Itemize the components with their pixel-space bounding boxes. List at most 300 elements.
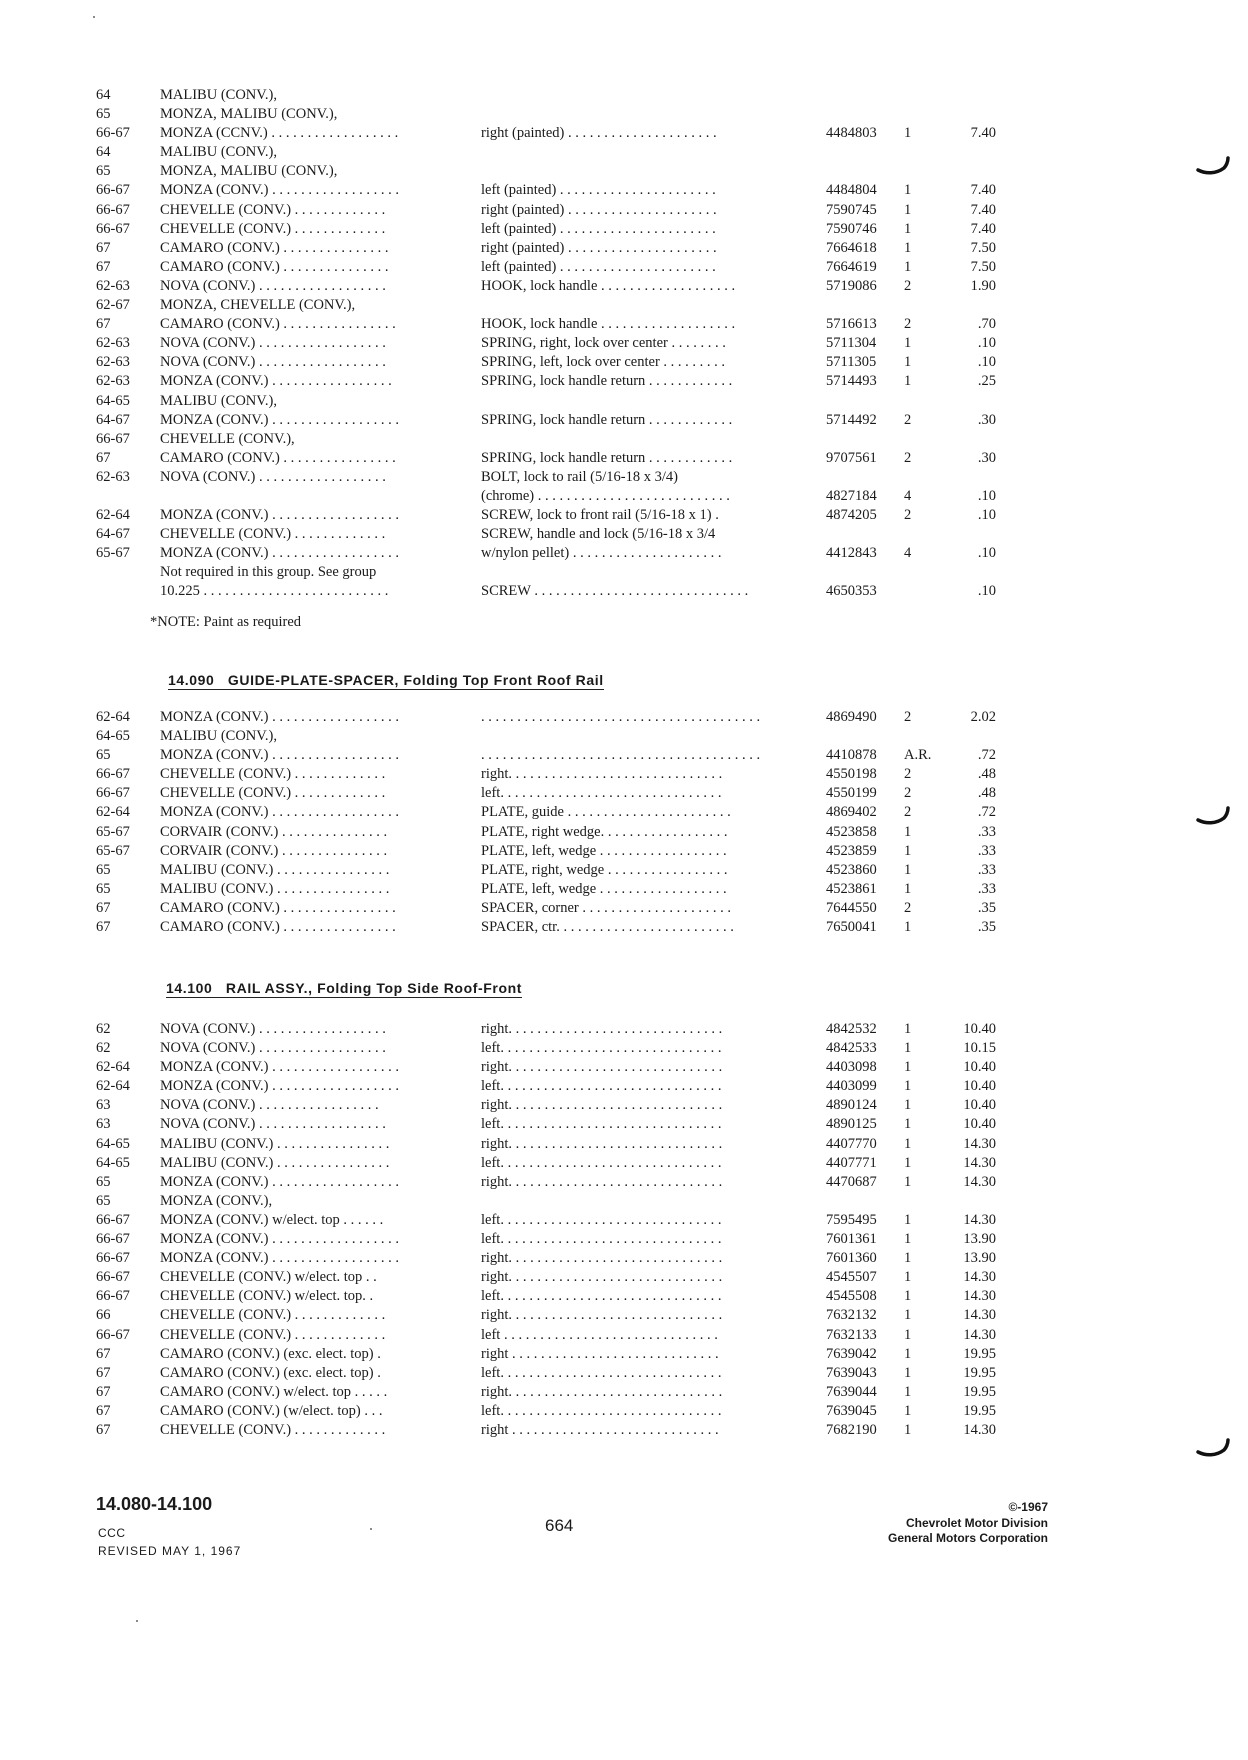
quantity-cell: 1 (904, 823, 912, 840)
years-cell: 67 (96, 919, 111, 936)
model-cell: MALIBU (CONV.), (160, 144, 277, 161)
description-cell: PLATE, right, wedge . . . . . . . . . . . . . . . . . (481, 861, 728, 878)
check-mark-icon (1196, 806, 1230, 830)
years-cell: 67 (96, 239, 111, 256)
years-cell: 66-67 (96, 220, 130, 237)
part-number-cell: 7639042 (826, 1345, 877, 1362)
description-cell: SPRING, lock handle return . . . . . . . . . . . . (481, 411, 733, 428)
part-number-cell: 4550198 (826, 766, 877, 783)
table-row (96, 544, 1016, 563)
years-cell: 66-67 (96, 785, 130, 802)
quantity-cell: 4 (904, 545, 912, 562)
years-cell: 62-64 (96, 1078, 130, 1095)
division-name: Chevrolet Motor Division (905, 1516, 1048, 1530)
part-number-cell: 7664619 (826, 258, 877, 275)
quantity-cell: 1 (904, 1307, 912, 1324)
table-row (96, 1173, 1016, 1192)
model-cell: NOVA (CONV.) . . . . . . . . . . . . . . . . . . (160, 1116, 386, 1133)
years-cell: 67 (96, 258, 111, 275)
years-cell: 67 (96, 1345, 111, 1362)
table-row (96, 1345, 1016, 1364)
quantity-cell: 2 (904, 766, 912, 783)
quantity-cell: 1 (904, 1097, 912, 1114)
part-number-cell: 7595495 (826, 1211, 877, 1228)
part-number-cell: 4874205 (826, 507, 877, 524)
quantity-cell: 1 (904, 1250, 912, 1267)
model-cell: CAMARO (CONV.) . . . . . . . . . . . . . . . . (160, 449, 396, 466)
part-number-cell: 4890124 (826, 1097, 877, 1114)
table-row (96, 1421, 1016, 1440)
price-cell: .10 (977, 545, 996, 562)
part-number-cell: 5716613 (826, 316, 877, 333)
part-number-cell: 4412843 (826, 545, 877, 562)
part-number-cell: 4650353 (826, 583, 877, 600)
table-row (96, 239, 1016, 258)
model-cell: MALIBU (CONV.) . . . . . . . . . . . . . . . . (160, 880, 390, 897)
model-cell: CHEVELLE (CONV.) w/elect. top. . (160, 1288, 374, 1305)
years-cell: 62-63 (96, 373, 130, 390)
quantity-cell: 1 (904, 1173, 912, 1190)
years-cell: 65 (96, 1173, 111, 1190)
description-cell: SPACER, corner . . . . . . . . . . . . . . . . . . . . . (481, 899, 731, 916)
price-cell: 13.90 (963, 1231, 996, 1248)
table-row (96, 1211, 1016, 1230)
description-cell: right. . . . . . . . . . . . . . . . . . . . . . . . . . . . . . (481, 1059, 723, 1076)
description-cell: SPRING, left, lock over center . . . . . . . . . (481, 354, 726, 371)
table-row (96, 784, 1016, 803)
quantity-cell: 1 (904, 201, 912, 218)
model-cell: NOVA (CONV.) . . . . . . . . . . . . . . . . . . (160, 277, 386, 294)
part-number-cell: 7664618 (826, 239, 877, 256)
price-cell: 10.40 (963, 1059, 996, 1076)
quantity-cell: 1 (904, 861, 912, 878)
quantity-cell: 1 (904, 1383, 912, 1400)
years-cell: 64-65 (96, 1154, 130, 1171)
quantity-cell: 1 (904, 258, 912, 275)
model-cell: CHEVELLE (CONV.) . . . . . . . . . . . . . (160, 766, 386, 783)
years-cell: 65-67 (96, 545, 130, 562)
model-cell: MONZA, CHEVELLE (CONV.), (160, 297, 356, 314)
price-cell: 7.40 (970, 220, 996, 237)
description-cell: SPACER, ctr. . . . . . . . . . . . . . . . . . . . . . . . . (481, 919, 734, 936)
model-cell: MONZA (CONV.) . . . . . . . . . . . . . . . . . . (160, 1059, 399, 1076)
quantity-cell: 1 (904, 1326, 912, 1343)
years-cell: 66-67 (96, 125, 130, 142)
quantity-cell: 2 (904, 316, 912, 333)
table-row (96, 353, 1016, 372)
price-cell: 10.40 (963, 1078, 996, 1095)
description-cell: right. . . . . . . . . . . . . . . . . . . . . . . . . . . . . . (481, 1097, 723, 1114)
model-cell: Not required in this group. See group (160, 564, 377, 581)
quantity-cell: 1 (904, 1154, 912, 1171)
price-cell: 14.30 (963, 1211, 996, 1228)
model-cell: CAMARO (CONV.) . . . . . . . . . . . . . . . . (160, 919, 396, 936)
model-cell: MALIBU (CONV.) . . . . . . . . . . . . . . . . (160, 861, 390, 878)
table-row (96, 105, 1016, 124)
description-cell: right. . . . . . . . . . . . . . . . . . . . . . . . . . . . . . (481, 1383, 723, 1400)
quantity-cell: 2 (904, 277, 912, 294)
description-cell: left (painted) . . . . . . . . . . . . . . . . . . . . . . (481, 220, 716, 237)
table-row (96, 334, 1016, 353)
description-cell: right . . . . . . . . . . . . . . . . . . . . . . . . . . . . . (481, 1345, 719, 1362)
table-row (96, 803, 1016, 822)
description-cell: right. . . . . . . . . . . . . . . . . . . . . . . . . . . . . . (481, 1307, 723, 1324)
part-number-cell: 7639045 (826, 1402, 877, 1419)
description-cell: left. . . . . . . . . . . . . . . . . . . . . . . . . . . . . . . (481, 1364, 722, 1381)
table-row (96, 746, 1016, 765)
model-cell: NOVA (CONV.) . . . . . . . . . . . . . . . . . . (160, 468, 386, 485)
model-cell: NOVA (CONV.) . . . . . . . . . . . . . . . . . . (160, 354, 386, 371)
model-cell: CHEVELLE (CONV.) . . . . . . . . . . . . . (160, 1421, 386, 1438)
model-cell: CAMARO (CONV.) . . . . . . . . . . . . . . . . (160, 899, 396, 916)
years-cell: 62-64 (96, 804, 130, 821)
model-cell: CAMARO (CONV.) . . . . . . . . . . . . . . . . (160, 316, 396, 333)
part-number-cell: 4869402 (826, 804, 877, 821)
price-cell: .48 (977, 785, 996, 802)
model-cell: MONZA, MALIBU (CONV.), (160, 106, 338, 123)
description-cell: left. . . . . . . . . . . . . . . . . . . . . . . . . . . . . . . (481, 1078, 722, 1095)
model-cell: MONZA (CONV.) . . . . . . . . . . . . . . . . . . (160, 804, 399, 821)
part-number-cell: 4523861 (826, 880, 877, 897)
table-row (96, 1249, 1016, 1268)
model-cell: MONZA (CONV.), (160, 1192, 273, 1209)
model-cell: MONZA (CCNV.) . . . . . . . . . . . . . . . . . . (160, 125, 399, 142)
years-cell: 62 (96, 1021, 111, 1037)
quantity-cell: 1 (904, 842, 912, 859)
model-cell: MALIBU (CONV.) . . . . . . . . . . . . . . . . (160, 1154, 390, 1171)
table-row (96, 1383, 1016, 1402)
part-number-cell: 7639043 (826, 1364, 877, 1381)
description-cell: PLATE, guide . . . . . . . . . . . . . . . . . . . . . . . (481, 804, 731, 821)
price-cell: .30 (977, 449, 996, 466)
years-cell: 64-65 (96, 392, 130, 409)
quantity-cell: 1 (904, 335, 912, 352)
scan-speck (370, 1528, 372, 1530)
years-cell: 66-67 (96, 1288, 130, 1305)
table-row (96, 487, 1016, 506)
years-cell: 65 (96, 163, 111, 180)
model-cell: CHEVELLE (CONV.) . . . . . . . . . . . . . (160, 785, 386, 802)
years-cell: 67 (96, 1421, 111, 1438)
years-cell: 64-65 (96, 1135, 130, 1152)
years-cell: 64-67 (96, 411, 130, 428)
quantity-cell: 1 (904, 1269, 912, 1286)
years-cell: 66-67 (96, 430, 130, 447)
price-cell: 7.40 (970, 125, 996, 142)
description-cell: right. . . . . . . . . . . . . . . . . . . . . . . . . . . . . . (481, 1250, 723, 1267)
price-cell: .33 (977, 842, 996, 859)
price-cell: 14.30 (963, 1288, 996, 1305)
description-cell: right. . . . . . . . . . . . . . . . . . . . . . . . . . . . . . (481, 1021, 723, 1037)
quantity-cell: 1 (904, 182, 912, 199)
table-row (96, 1020, 1016, 1039)
model-cell: CHEVELLE (CONV.) w/elect. top . . (160, 1269, 377, 1286)
years-cell: 65-67 (96, 842, 130, 859)
part-number-cell: 4550199 (826, 785, 877, 802)
table-row (96, 506, 1016, 525)
table-row (96, 1058, 1016, 1077)
years-cell: 62-64 (96, 507, 130, 524)
table-row (96, 842, 1016, 861)
price-cell: 1.90 (970, 277, 996, 294)
part-number-cell: 4523859 (826, 842, 877, 859)
years-cell: 67 (96, 1364, 111, 1381)
years-cell: 63 (96, 1116, 111, 1133)
description-cell: . . . . . . . . . . . . . . . . . . . . . . . . . . . . . . . . . . . . . . . (481, 709, 761, 725)
model-cell: MONZA (CONV.) w/elect. top . . . . . . (160, 1211, 384, 1228)
price-cell: 13.90 (963, 1250, 996, 1267)
years-cell: 63 (96, 1097, 111, 1114)
table-row (96, 1039, 1016, 1058)
price-cell: .30 (977, 411, 996, 428)
quantity-cell: 1 (904, 373, 912, 390)
price-cell: 7.40 (970, 182, 996, 199)
quantity-cell: 2 (904, 709, 912, 725)
price-cell: 19.95 (963, 1345, 996, 1362)
description-cell: right. . . . . . . . . . . . . . . . . . . . . . . . . . . . . . (481, 1173, 723, 1190)
model-cell: CAMARO (CONV.) (w/elect. top) . . . (160, 1402, 383, 1419)
part-number-cell: 4842533 (826, 1040, 877, 1057)
description-cell: left. . . . . . . . . . . . . . . . . . . . . . . . . . . . . . . (481, 1154, 722, 1171)
years-cell: 62-64 (96, 1059, 130, 1076)
price-cell: 10.40 (963, 1097, 996, 1114)
model-cell: MONZA (CONV.) . . . . . . . . . . . . . . . . . . (160, 747, 399, 764)
part-number-cell: 4407771 (826, 1154, 877, 1171)
table-row (96, 899, 1016, 918)
years-cell: 62 (96, 1040, 111, 1057)
quantity-cell: 1 (904, 1364, 912, 1381)
part-number-cell: 4523858 (826, 823, 877, 840)
part-number-cell: 4890125 (826, 1116, 877, 1133)
table-row (96, 449, 1016, 468)
model-cell: NOVA (CONV.) . . . . . . . . . . . . . . . . . . (160, 335, 386, 352)
quantity-cell: 1 (904, 1021, 912, 1037)
price-cell: 14.30 (963, 1173, 996, 1190)
quantity-cell: 2 (904, 449, 912, 466)
table-row (96, 727, 1016, 746)
years-cell: 66-67 (96, 766, 130, 783)
quantity-cell: 1 (904, 1078, 912, 1095)
section-title: RAIL ASSY., Folding Top Side Roof-Front (225, 980, 523, 996)
model-cell: MALIBU (CONV.), (160, 87, 277, 103)
quantity-cell: 1 (904, 1345, 912, 1362)
table-row (96, 468, 1016, 487)
price-cell: 7.40 (970, 201, 996, 218)
table-row (96, 765, 1016, 784)
part-number-cell: 4470687 (826, 1173, 877, 1190)
section-heading-14-100 (166, 980, 522, 998)
part-number-cell: 5714492 (826, 411, 877, 428)
price-cell: 10.15 (963, 1040, 996, 1057)
model-cell: MONZA (CONV.) . . . . . . . . . . . . . . . . . (160, 373, 392, 390)
years-cell: 67 (96, 1383, 111, 1400)
years-cell: 66-67 (96, 201, 130, 218)
years-cell: 67 (96, 899, 111, 916)
section-heading-14-090 (168, 672, 604, 690)
description-cell: PLATE, left, wedge . . . . . . . . . . . . . . . . . . (481, 842, 727, 859)
description-cell: left. . . . . . . . . . . . . . . . . . . . . . . . . . . . . . . (481, 1116, 722, 1133)
page-number: 664 (545, 1516, 574, 1535)
quantity-cell: A.R. (904, 747, 932, 764)
price-cell: .33 (977, 880, 996, 897)
table-row (96, 258, 1016, 277)
quantity-cell: 4 (904, 487, 912, 504)
price-cell: .35 (977, 919, 996, 936)
price-cell: 2.02 (970, 709, 996, 725)
quantity-cell: 1 (904, 1421, 912, 1438)
part-number-cell: 5714493 (826, 373, 877, 390)
table-row (96, 277, 1016, 296)
model-cell: CAMARO (CONV.) . . . . . . . . . . . . . . . (160, 239, 389, 256)
quantity-cell: 2 (904, 804, 912, 821)
part-number-cell: 4484804 (826, 182, 877, 199)
model-cell: MALIBU (CONV.), (160, 392, 277, 409)
part-number-cell: 5711304 (826, 335, 877, 352)
table-row (96, 880, 1016, 899)
parts-table-group-1 (96, 86, 1016, 602)
model-cell: MONZA (CONV.) . . . . . . . . . . . . . . . . . . (160, 1250, 399, 1267)
model-cell: MONZA (CONV.) . . . . . . . . . . . . . . . . . . (160, 507, 399, 524)
description-cell: HOOK, lock handle . . . . . . . . . . . . . . . . . . . (481, 277, 736, 294)
price-cell: .25 (977, 373, 996, 390)
years-cell: 66-67 (96, 1250, 130, 1267)
model-cell: MONZA (CONV.) . . . . . . . . . . . . . . . . . . (160, 1231, 399, 1248)
table-row (96, 201, 1016, 220)
description-cell: SPRING, lock handle return . . . . . . . . . . . . (481, 449, 733, 466)
description-cell: w/nylon pellet) . . . . . . . . . . . . . . . . . . . . . (481, 545, 722, 562)
description-cell: left. . . . . . . . . . . . . . . . . . . . . . . . . . . . . . . (481, 1288, 722, 1305)
part-number-cell: 7632133 (826, 1326, 877, 1343)
price-cell: .72 (977, 804, 996, 821)
model-cell: MONZA (CONV.) . . . . . . . . . . . . . . . . . . (160, 1078, 399, 1095)
price-cell: 7.50 (970, 258, 996, 275)
price-cell: 10.40 (963, 1116, 996, 1133)
model-cell: NOVA (CONV.) . . . . . . . . . . . . . . . . . . (160, 1021, 386, 1037)
description-cell: right . . . . . . . . . . . . . . . . . . . . . . . . . . . . . (481, 1421, 719, 1438)
description-cell: (chrome) . . . . . . . . . . . . . . . . . . . . . . . . . . . (481, 487, 730, 504)
quantity-cell: 2 (904, 411, 912, 428)
part-number-cell: 4827184 (826, 487, 877, 504)
model-cell: NOVA (CONV.) . . . . . . . . . . . . . . . . . (160, 1097, 379, 1114)
table-row (96, 372, 1016, 391)
model-cell: CHEVELLE (CONV.) . . . . . . . . . . . . . (160, 201, 386, 218)
price-cell: 14.30 (963, 1269, 996, 1286)
price-cell: .33 (977, 823, 996, 840)
years-cell: 64 (96, 144, 111, 161)
years-cell: 62-64 (96, 709, 130, 725)
part-number-cell: 7632132 (826, 1307, 877, 1324)
model-cell: CHEVELLE (CONV.) . . . . . . . . . . . . . (160, 220, 386, 237)
years-cell: 64-67 (96, 526, 130, 543)
table-row (96, 918, 1016, 937)
part-number-cell: 5719086 (826, 277, 877, 294)
table-row (96, 220, 1016, 239)
part-number-cell: 7639044 (826, 1383, 877, 1400)
quantity-cell: 1 (904, 1402, 912, 1419)
corporation-name: General Motors Corporation (887, 1531, 1048, 1545)
price-cell: 14.30 (963, 1326, 996, 1343)
table-row (96, 181, 1016, 200)
table-row (96, 143, 1016, 162)
quantity-cell: 1 (904, 1288, 912, 1305)
table-row (96, 315, 1016, 334)
table-row (96, 1077, 1016, 1096)
revision-date: REVISED MAY 1, 1967 (98, 1544, 242, 1558)
table-row (96, 296, 1016, 315)
check-mark-icon (1196, 156, 1230, 180)
years-cell: 64 (96, 87, 111, 103)
part-number-cell: 5711305 (826, 354, 877, 371)
part-number-cell: 7650041 (826, 919, 877, 936)
years-cell: 62-63 (96, 354, 130, 371)
price-cell: .70 (977, 316, 996, 333)
years-cell: 67 (96, 1402, 111, 1419)
price-cell: 7.50 (970, 239, 996, 256)
part-number-cell: 4869490 (826, 709, 877, 725)
table-row (96, 411, 1016, 430)
price-cell: 19.95 (963, 1364, 996, 1381)
part-number-cell: 7644550 (826, 899, 877, 916)
part-number-cell: 4410878 (826, 747, 877, 764)
model-cell: MONZA (CONV.) . . . . . . . . . . . . . . . . . . (160, 411, 399, 428)
table-row (96, 1135, 1016, 1154)
scan-speck (136, 1620, 138, 1622)
model-cell: MONZA (CONV.) . . . . . . . . . . . . . . . . . . (160, 709, 399, 725)
part-number-cell: 9707561 (826, 449, 877, 466)
description-cell: PLATE, left, wedge . . . . . . . . . . . . . . . . . . (481, 880, 727, 897)
part-number-cell: 4407770 (826, 1135, 877, 1152)
table-row (96, 525, 1016, 544)
table-row (96, 1287, 1016, 1306)
parts-table-14-100 (96, 1020, 1016, 1440)
price-cell: .72 (977, 747, 996, 764)
years-cell: 65 (96, 747, 111, 764)
table-row (96, 162, 1016, 181)
price-cell: 19.95 (963, 1402, 996, 1419)
years-cell: 62-63 (96, 335, 130, 352)
quantity-cell: 1 (904, 220, 912, 237)
price-cell: 14.30 (963, 1307, 996, 1324)
part-number-cell: 4403098 (826, 1059, 877, 1076)
quantity-cell: 1 (904, 1040, 912, 1057)
copyright: ©-1967 (1008, 1500, 1048, 1514)
description-cell: left. . . . . . . . . . . . . . . . . . . . . . . . . . . . . . . (481, 1402, 722, 1419)
part-number-cell: 7601360 (826, 1250, 877, 1267)
quantity-cell: 1 (904, 1231, 912, 1248)
quantity-cell: 1 (904, 1135, 912, 1152)
table-row (96, 124, 1016, 143)
table-row (96, 430, 1016, 449)
description-cell: right (painted) . . . . . . . . . . . . . . . . . . . . . (481, 125, 717, 142)
years-cell: 65 (96, 880, 111, 897)
model-cell: CAMARO (CONV.) w/elect. top . . . . . (160, 1383, 388, 1400)
years-cell: 62-67 (96, 297, 130, 314)
model-cell: CORVAIR (CONV.) . . . . . . . . . . . . . . . (160, 823, 388, 840)
price-cell: .10 (977, 507, 996, 524)
quantity-cell: 1 (904, 919, 912, 936)
description-cell: right. . . . . . . . . . . . . . . . . . . . . . . . . . . . . . (481, 766, 723, 783)
part-number-cell: 4484803 (826, 125, 877, 142)
part-number-cell: 4523860 (826, 861, 877, 878)
description-cell: SCREW, handle and lock (5/16-18 x 3/4 (481, 526, 716, 543)
table-row (96, 1115, 1016, 1134)
model-cell: CORVAIR (CONV.) . . . . . . . . . . . . . . . (160, 842, 388, 859)
price-cell: 14.30 (963, 1135, 996, 1152)
part-number-cell: 7590746 (826, 220, 877, 237)
table-row (96, 1268, 1016, 1287)
section-number: 14.090 (168, 672, 215, 688)
table-row (96, 823, 1016, 842)
